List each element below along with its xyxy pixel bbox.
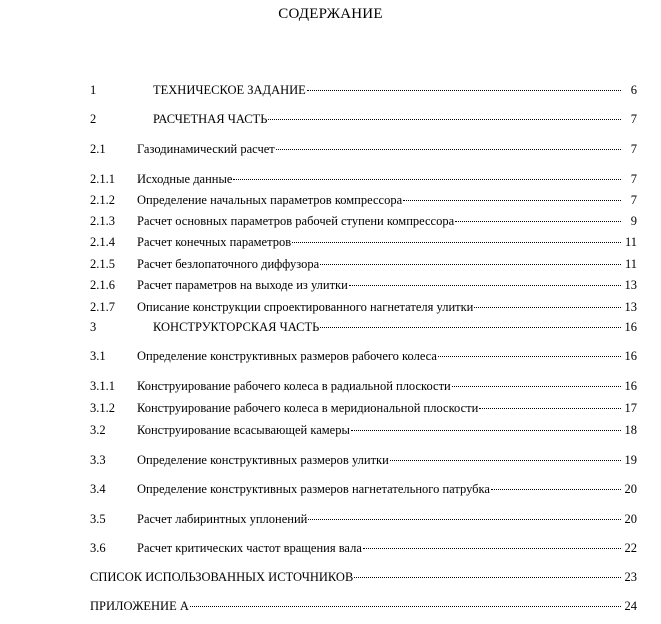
toc-entry[interactable] — [0, 234, 661, 251]
toc-entry-page: 11 — [624, 235, 637, 249]
dot-leader — [403, 200, 621, 201]
page-title: СОДЕРЖАНИЕ — [278, 6, 383, 22]
toc-entry-number: 1 — [90, 83, 97, 97]
toc-entry[interactable] — [0, 452, 661, 469]
toc-entry-title: Конструирование всасывающей камеры — [137, 423, 350, 437]
toc-entry-title: Расчет основных параметров рабочей ступени компрессора — [137, 214, 455, 228]
toc-entry-number: 2.1.2 — [90, 193, 115, 207]
toc-entry-line — [90, 569, 637, 586]
toc-entry-line — [153, 319, 637, 336]
toc-entry[interactable] — [0, 213, 661, 230]
toc-entry-page: 7 — [630, 112, 637, 126]
toc-entry-page: 7 — [630, 142, 637, 156]
toc-entry-title: Расчет лабиринтных уплонений — [137, 512, 308, 526]
toc-entry[interactable] — [0, 319, 661, 336]
toc-entry[interactable] — [0, 569, 661, 586]
toc-entry-line — [137, 277, 637, 294]
toc-entry-page: 9 — [630, 214, 637, 228]
toc-entry-line — [137, 192, 637, 209]
toc-entry-line — [137, 511, 637, 528]
toc-entry[interactable] — [0, 111, 661, 128]
toc-entry[interactable] — [0, 348, 661, 365]
toc-entry-title: Расчет параметров на выходе из улитки — [137, 278, 348, 292]
toc-entry-line — [137, 256, 637, 273]
toc-entry-title: Описание конструкции спроектированного нагнетателя улитки — [137, 300, 474, 314]
toc-entry-number: 2.1 — [90, 142, 106, 156]
toc-entry[interactable] — [0, 256, 661, 273]
toc-entry-page: 16 — [624, 349, 637, 363]
toc-entry-page: 23 — [624, 570, 637, 584]
toc-entry-line — [153, 82, 637, 99]
toc-entry-title: Расчет безлопаточного диффузора — [137, 257, 320, 271]
toc-entry-line — [137, 452, 637, 469]
toc-entry[interactable] — [0, 481, 661, 498]
toc-entry[interactable] — [0, 299, 661, 316]
toc-entry-line — [90, 598, 637, 615]
toc-entry-title: ПРИЛОЖЕНИЕ А — [90, 599, 189, 613]
toc-entry-title: Газодинамический расчет — [137, 142, 275, 156]
dot-leader — [268, 119, 621, 120]
toc-entry-page: 19 — [624, 453, 637, 467]
toc-entry-line — [137, 171, 637, 188]
toc-entry-line — [137, 348, 637, 365]
toc-entry-title: Определение начальных параметров компрессора — [137, 193, 403, 207]
toc-entry-page: 16 — [624, 320, 637, 334]
toc-entry-line — [137, 141, 637, 158]
toc-entry-number: 3.1 — [90, 349, 106, 363]
toc-entry-title: Конструирование рабочего колеса в меридиональной плоскости — [137, 401, 479, 415]
dot-leader — [351, 430, 621, 431]
dot-leader — [320, 327, 621, 328]
toc-entry-page: 24 — [624, 599, 637, 613]
toc-entry-page: 13 — [624, 278, 637, 292]
dot-leader — [479, 408, 621, 409]
toc-entry-title: РАСЧЕТНАЯ ЧАСТЬ — [153, 112, 268, 126]
toc-entry-title: Определение конструктивных размеров улитки — [137, 453, 389, 467]
toc-entry-line — [137, 540, 637, 557]
toc-entry-page: 6 — [630, 83, 637, 97]
toc-entry-line — [137, 378, 637, 395]
toc-entry-number: 2 — [90, 112, 97, 126]
toc-entry-number: 3.4 — [90, 482, 106, 496]
toc-entry-number: 2.1.3 — [90, 214, 115, 228]
dot-leader — [354, 577, 621, 578]
toc-entry[interactable] — [0, 422, 661, 439]
dot-leader — [363, 548, 621, 549]
dot-leader — [276, 149, 621, 150]
toc-entry-number: 2.1.7 — [90, 300, 115, 314]
toc-entry[interactable] — [0, 400, 661, 417]
toc-entry-line — [137, 481, 637, 498]
toc-entry-line — [137, 234, 637, 251]
toc-entry-title: ТЕХНИЧЕСКОЕ ЗАДАНИЕ — [153, 83, 306, 97]
dot-leader — [233, 179, 621, 180]
toc-entry-number: 3.6 — [90, 541, 106, 555]
toc-entry[interactable] — [0, 511, 661, 528]
toc-entry-number: 3 — [90, 320, 97, 334]
toc-entry[interactable] — [0, 171, 661, 188]
toc-entry-title: Расчет критических частот вращения вала — [137, 541, 362, 555]
toc-entry-number: 2.1.5 — [90, 257, 115, 271]
toc-entry[interactable] — [0, 141, 661, 158]
dot-leader — [491, 489, 621, 490]
toc-entry-line — [153, 111, 637, 128]
toc-entry-line — [137, 299, 637, 316]
dot-leader — [438, 356, 621, 357]
toc-entry[interactable] — [0, 192, 661, 209]
toc-entry-title: Определение конструктивных размеров рабочего колеса — [137, 349, 437, 363]
toc-entry[interactable] — [0, 540, 661, 557]
toc-entry-title: Конструирование рабочего колеса в радиальной плоскости — [137, 379, 451, 393]
toc-entry-page: 7 — [630, 193, 637, 207]
toc-entry-title: Исходные данные — [137, 172, 233, 186]
dot-leader — [349, 285, 621, 286]
toc-entry-number: 3.5 — [90, 512, 106, 526]
toc-entry-title: КОНСТРУКТОРСКАЯ ЧАСТЬ — [153, 320, 320, 334]
dot-leader — [190, 606, 621, 607]
toc-entry-number: 3.1.2 — [90, 401, 115, 415]
dot-leader — [474, 307, 621, 308]
toc-entry-number: 2.1.1 — [90, 172, 115, 186]
toc-entry-page: 11 — [624, 257, 637, 271]
dot-leader — [320, 264, 621, 265]
toc-entry-line — [137, 400, 637, 417]
toc-entry-number: 3.2 — [90, 423, 106, 437]
toc-entry-page: 13 — [624, 300, 637, 314]
toc-entry-line — [137, 422, 637, 439]
toc-entry-line — [137, 213, 637, 230]
toc-entry[interactable] — [0, 277, 661, 294]
toc-entry-page: 7 — [630, 172, 637, 186]
toc-entry-number: 3.3 — [90, 453, 106, 467]
toc-entry-page: 18 — [624, 423, 637, 437]
toc-entry-title: СПИСОК ИСПОЛЬЗОВАННЫХ ИСТОЧНИКОВ — [90, 570, 354, 584]
toc-entry-page: 16 — [624, 379, 637, 393]
dot-leader — [308, 519, 621, 520]
toc-entry-number: 2.1.6 — [90, 278, 115, 292]
toc-entry-number: 2.1.4 — [90, 235, 115, 249]
toc-entry-page: 20 — [624, 512, 637, 526]
dot-leader — [455, 221, 621, 222]
toc-entry-number: 3.1.1 — [90, 379, 115, 393]
toc-entry[interactable] — [0, 598, 661, 615]
toc-entry-page: 20 — [624, 482, 637, 496]
toc-entry-page: 22 — [624, 541, 637, 555]
toc-entry-title: Расчет конечных параметров — [137, 235, 292, 249]
dot-leader — [292, 242, 621, 243]
dot-leader — [452, 386, 621, 387]
toc-entry-title: Определение конструктивных размеров нагнетательного патрубка — [137, 482, 490, 496]
toc-entry-page: 17 — [624, 401, 637, 415]
toc-entry[interactable] — [0, 378, 661, 395]
dot-leader — [307, 90, 621, 91]
dot-leader — [390, 460, 621, 461]
toc-entry[interactable] — [0, 82, 661, 99]
